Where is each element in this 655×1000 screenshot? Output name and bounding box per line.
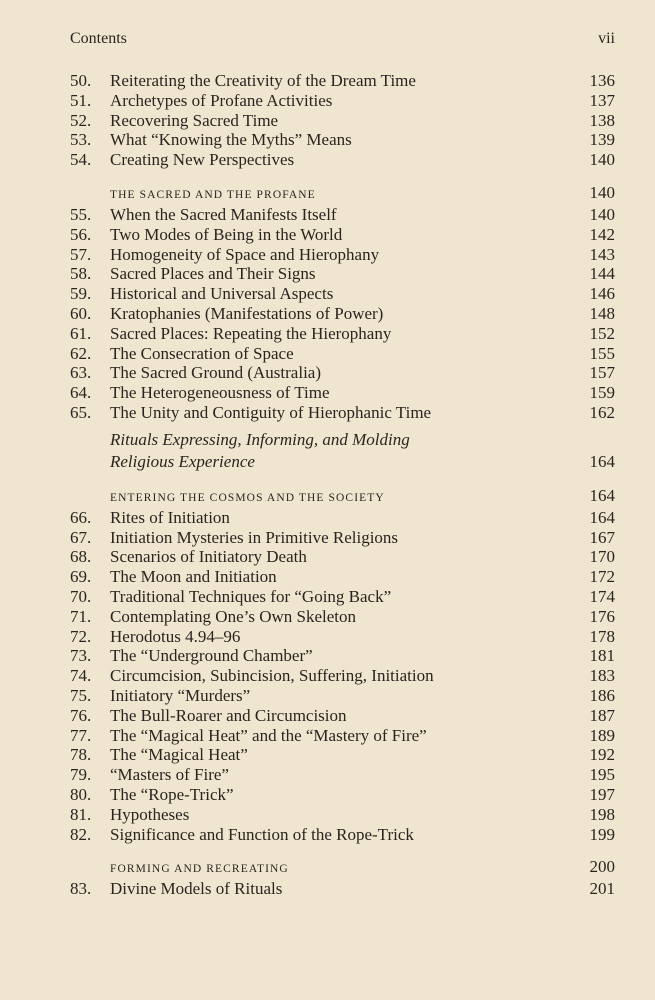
toc-entry [70,508,615,528]
toc-entry [70,805,615,825]
toc-page-number: 183 [589,666,615,686]
toc-page-number: 174 [589,586,615,606]
toc-entry-number: 82. [70,824,92,844]
toc-entry-number: 73. [70,646,92,666]
toc-entry [70,205,615,225]
toc-entry-number: 51. [70,90,92,110]
toc-entry [70,785,615,805]
toc-entry [70,587,615,607]
toc-title: Creating New Perspectives [110,150,295,170]
toc-entry [70,111,615,131]
toc-title: Herodotus 4.94–96 [110,626,241,646]
toc-page-number: 195 [589,765,615,785]
toc-title: Kratophanies (Manifestations of Power) [110,303,384,323]
toc-entry [70,245,615,265]
toc-page-number: 178 [589,626,615,646]
toc-title: The Consecration of Space [110,343,294,363]
toc-title: Archetypes of Profane Activities [110,90,333,110]
toc-entry [70,71,615,91]
toc-page-number: 172 [589,567,615,587]
toc-page-number: 164 [589,451,615,471]
running-head-title: Contents [70,30,127,47]
toc-section-heading [70,486,615,506]
toc-title: Traditional Techniques for “Going Back” [110,586,392,606]
toc-title: The “Underground Chamber” [110,646,313,666]
toc-entry-number: 69. [70,567,92,587]
toc-title: ENTERING THE COSMOS AND THE SOCIETY [110,491,385,504]
toc-entry-number: 68. [70,547,92,567]
toc-page-number: 140 [589,150,615,170]
toc-title: Two Modes of Being in the World [110,224,343,244]
running-head [70,30,615,48]
toc-page-number: 152 [589,323,615,343]
toc-page-number: 181 [589,646,615,666]
running-head-page-number: vii [598,30,615,47]
toc-entry-number: 80. [70,784,92,804]
toc-entry-number: 57. [70,244,92,264]
toc-entry-number: 58. [70,264,92,284]
toc-page-number: 199 [589,824,615,844]
toc-page-number: 162 [589,402,615,422]
toc-page-number: 140 [589,182,615,202]
toc-title: Hypotheses [110,804,190,824]
toc-entry [70,567,615,587]
toc-page-number: 144 [589,264,615,284]
toc-entry-number: 50. [70,71,92,90]
toc-page-number: 186 [589,685,615,705]
toc-entry [70,324,615,344]
toc-page-number: 139 [589,130,615,150]
toc-entry-number: 65. [70,402,92,422]
toc-entry-number: 74. [70,666,92,686]
toc-section-heading [70,183,615,203]
toc-entry [70,686,615,706]
toc-entry [70,150,615,170]
toc-page-number: 146 [589,284,615,304]
toc-title: Reiterating the Creativity of the Dream Time [110,71,416,90]
toc-entry-number: 66. [70,507,92,527]
toc-title: Historical and Universal Aspects [110,284,334,304]
toc-entry-number: 77. [70,725,92,745]
toc-entry [70,383,615,403]
toc-page-number: 197 [589,784,615,804]
toc-title: Initiatory “Murders” [110,685,251,705]
toc-entry [70,706,615,726]
toc-page-number: 192 [589,745,615,765]
toc-entry-number: 81. [70,804,92,824]
toc-page-number: 189 [589,725,615,745]
toc-section-heading [70,857,615,877]
toc-title: “Masters of Fire” [110,765,229,785]
toc-entry-number: 52. [70,110,92,130]
toc-entry [70,547,615,567]
toc-page-number: 140 [589,204,615,224]
toc-entry-number: 70. [70,586,92,606]
toc-entry [70,91,615,111]
toc-entry-number: 75. [70,685,92,705]
toc-entry-number: 63. [70,363,92,383]
toc-page-number: 138 [589,110,615,130]
toc-subheading [70,429,615,473]
toc-entry [70,646,615,666]
toc-title: Rituals Expressing, Informing, and Molding Religious Experience [110,429,410,471]
toc-entry-number: 62. [70,343,92,363]
toc-title: THE SACRED AND THE PROFANE [110,188,316,201]
toc-title: When the Sacred Manifests Itself [110,204,337,224]
toc-title: The Moon and Initiation [110,567,277,587]
toc-entry [70,304,615,324]
toc-page-number: 176 [589,606,615,626]
toc-entry [70,528,615,548]
toc-title: Initiation Mysteries in Primitive Religions [110,527,399,547]
toc-entry [70,726,615,746]
toc-page-number: 143 [589,244,615,264]
toc-entry [70,403,615,423]
toc-entry-number: 79. [70,765,92,785]
toc-entry-number: 54. [70,150,92,170]
toc-entry-number: 61. [70,323,92,343]
toc-entry [70,765,615,785]
toc-title: FORMING AND RECREATING [110,863,289,876]
toc-title: The “Magical Heat” and the “Mastery of Fire” [110,725,427,745]
toc-entry-number: 78. [70,745,92,765]
toc-entry [70,627,615,647]
toc-page-number: 148 [589,303,615,323]
toc-entry [70,745,615,765]
toc-page-number: 201 [589,879,615,899]
toc-entry-number: 76. [70,705,92,725]
toc-title: Sacred Places: Repeating the Hierophany [110,323,392,343]
table-of-contents [70,71,615,899]
toc-entry [70,825,615,845]
toc-page-number: 167 [589,527,615,547]
toc-page-number: 137 [589,90,615,110]
toc-title: The “Magical Heat” [110,745,248,765]
toc-entry-number: 64. [70,383,92,403]
toc-entry-number: 56. [70,224,92,244]
toc-entry [70,130,615,150]
toc-title: Sacred Places and Their Signs [110,264,316,284]
toc-title: The Unity and Contiguity of Hierophanic Time [110,402,432,422]
toc-entry-number: 72. [70,626,92,646]
toc-page-number: 142 [589,224,615,244]
toc-entry-number: 83. [70,879,92,899]
toc-page-number: 164 [589,507,615,527]
toc-page-number: 136 [589,71,615,90]
toc-title: The “Rope-Trick” [110,784,234,804]
toc-entry [70,284,615,304]
toc-page-number: 200 [589,857,615,877]
toc-page-number: 164 [589,485,615,505]
toc-entry [70,666,615,686]
toc-entry-number: 53. [70,130,92,150]
toc-entry [70,225,615,245]
toc-title: The Sacred Ground (Australia) [110,363,322,383]
toc-entry [70,607,615,627]
toc-title: Divine Models of Rituals [110,879,283,899]
toc-title: Significance and Function of the Rope-Trick [110,824,414,844]
toc-page-number: 155 [589,343,615,363]
toc-title: Homogeneity of Space and Hierophany [110,244,380,264]
toc-entry [70,363,615,383]
toc-entry [70,264,615,284]
toc-title: Recovering Sacred Time [110,110,279,130]
toc-title: Contemplating One’s Own Skeleton [110,606,357,626]
toc-page-number: 170 [589,547,615,567]
toc-entry [70,344,615,364]
toc-title: Scenarios of Initiatory Death [110,547,307,567]
toc-page-number: 157 [589,363,615,383]
toc-entry-number: 59. [70,284,92,304]
toc-entry-number: 60. [70,303,92,323]
toc-title: The Bull-Roarer and Circumcision [110,705,347,725]
toc-page-number: 187 [589,705,615,725]
toc-entry [70,879,615,899]
toc-entry-number: 55. [70,204,92,224]
toc-entry-number: 67. [70,527,92,547]
toc-page-number: 159 [589,383,615,403]
toc-title: What “Knowing the Myths” Means [110,130,352,150]
toc-title: Circumcision, Subincision, Suffering, Initiation [110,666,434,686]
toc-title: Rites of Initiation [110,507,230,527]
toc-entry-number: 71. [70,606,92,626]
toc-title: The Heterogeneousness of Time [110,383,330,403]
toc-page-number: 198 [589,804,615,824]
